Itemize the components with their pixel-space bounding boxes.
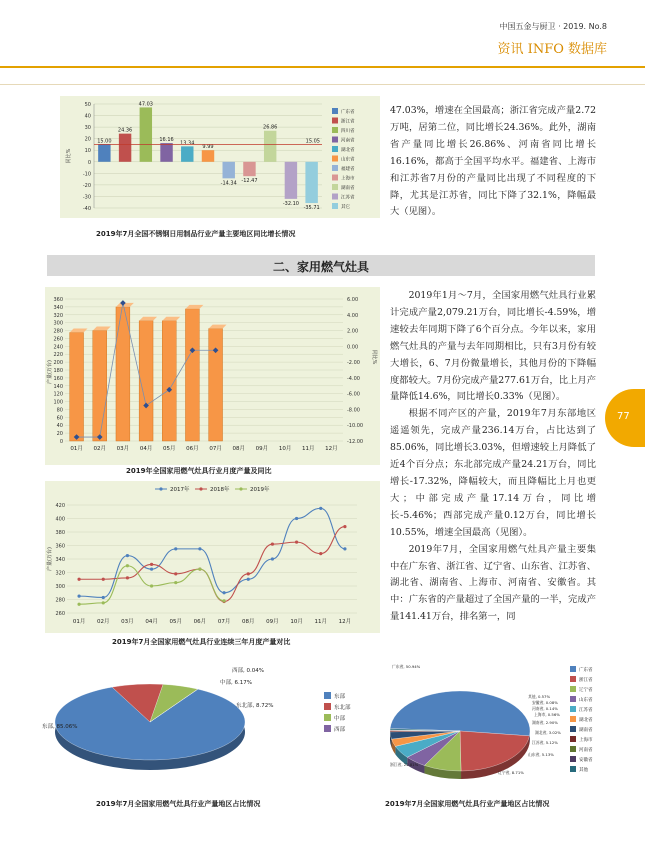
legend-swatch: [324, 714, 331, 721]
legend-label: 东部: [334, 694, 346, 700]
header-rule-thin: [0, 84, 645, 85]
y-tick-label: 320: [53, 312, 63, 319]
y-tick-label: 160: [53, 375, 63, 382]
y-tick-label: 360: [53, 297, 63, 303]
legend-label: 上海市: [579, 738, 593, 743]
y-tick-label: 20: [56, 431, 63, 438]
caption-chart5: 2019年7月全国家用燃气灶具行业产量地区占比情况: [385, 800, 550, 808]
series-marker: [271, 557, 274, 560]
slice-label: 东北部, 8.72%: [236, 703, 274, 709]
series-marker: [126, 564, 129, 567]
chart-pie-province: [372, 656, 604, 796]
y-tick-label: 320: [55, 570, 65, 577]
series-marker: [295, 541, 298, 544]
data-label: -32.10: [282, 200, 299, 207]
y-tick-label: 180: [53, 368, 63, 374]
chart-pie-region: [40, 660, 370, 788]
y-tick-label: 380: [55, 530, 65, 536]
series-marker: [102, 578, 105, 581]
slice-label: 西部, 0.04%: [232, 668, 264, 674]
y-tick-label: 260: [55, 611, 65, 617]
legend-swatch: [570, 726, 576, 732]
bar: [119, 134, 131, 162]
legend-label: 西部: [334, 727, 346, 733]
bar: [202, 150, 214, 162]
legend-label: 河南省: [579, 748, 593, 753]
series-marker: [247, 578, 250, 581]
y2-tick-label: -4.00: [347, 375, 360, 382]
x-tick-label: 10月: [278, 446, 292, 452]
section-title: 二、家用燃气灶具: [272, 260, 369, 274]
y-tick-label: 40: [84, 113, 91, 120]
section-header: [47, 255, 595, 276]
x-tick-label: 03月: [121, 619, 134, 625]
x-tick-label: 07月: [209, 446, 222, 452]
legend-swatch: [570, 706, 576, 712]
slice-label: 山东省, 5.13%: [528, 752, 554, 757]
legend-label: 湖北省: [579, 718, 593, 723]
y2-tick-label: -8.00: [347, 407, 360, 414]
data-label: -35.71: [303, 205, 320, 212]
y-tick-label: 260: [53, 336, 63, 343]
caption-chart2: 2019年全国家用燃气灶具行业月度产量及同比: [126, 467, 272, 475]
x-tick-label: 08月: [242, 619, 255, 625]
series-marker: [174, 581, 177, 584]
legend-label: 中部: [334, 716, 346, 722]
series-marker: [102, 596, 105, 599]
legend-label: 2019年: [250, 487, 270, 493]
slice-label: 上海市, 0.56%: [534, 712, 560, 717]
series-marker: [77, 578, 80, 581]
legend-label: 浙江省: [579, 678, 593, 683]
y-axis-label: 同比%: [66, 148, 72, 164]
y-tick-label: 80: [56, 407, 63, 414]
legend-swatch: [324, 725, 331, 732]
column-title: 资讯 INFO 数据库: [497, 42, 607, 57]
slice-label: 广东省, 50.94%: [392, 664, 421, 669]
legend-label: 东北部: [334, 705, 351, 711]
legend-swatch: [332, 118, 338, 124]
slice-label: 湖北省, 3.02%: [535, 730, 561, 735]
x-tick-label: 05月: [169, 619, 182, 625]
slice-label: 辽宁省, 8.71%: [498, 770, 524, 775]
slice-label: 河南省, 0.14%: [532, 706, 558, 711]
data-label: -12.47: [241, 178, 258, 185]
y-tick-label: 300: [55, 584, 65, 590]
slice-label: 江苏省, 5.12%: [532, 740, 558, 745]
legend-label: 2018年: [210, 487, 230, 493]
data-label: 26.86: [263, 124, 278, 131]
x-tick-label: 06月: [186, 446, 199, 452]
x-tick-label: 09月: [255, 446, 269, 452]
data-label: 24.36: [117, 127, 133, 134]
series-marker: [295, 517, 298, 520]
slice-label: 安徽省, 0.08%: [532, 700, 558, 705]
series-marker: [271, 543, 274, 546]
caption-chart4: 2019年7月全国家用燃气灶具行业产量地区占比情况: [96, 800, 261, 808]
bar: [181, 146, 193, 161]
legend-swatch: [324, 692, 331, 699]
y-tick-label: 280: [53, 328, 63, 335]
y2-axis-label: 同比%: [371, 349, 377, 365]
x-tick-label: 01月: [72, 619, 86, 625]
slice-label: 湖南省, 2.90%: [532, 720, 558, 725]
legend-swatch: [332, 184, 338, 190]
legend-label: 浙江省: [341, 119, 355, 125]
legend-swatch: [570, 666, 576, 672]
y2-tick-label: -6.00: [347, 391, 360, 398]
legend-marker: [159, 487, 162, 490]
bar: [305, 162, 317, 203]
legend-label: 湖北省: [341, 148, 355, 153]
chart-three-year-compare: [45, 481, 380, 633]
bar: [285, 162, 297, 199]
series-marker: [222, 591, 225, 594]
y-tick-label: 280: [55, 597, 65, 604]
y-tick-label: 140: [53, 383, 63, 390]
x-tick-label: 03月: [116, 446, 130, 452]
bar: [93, 331, 107, 441]
legend-marker: [239, 487, 242, 490]
legend-swatch: [570, 756, 576, 762]
bar: [264, 131, 276, 162]
x-tick-label: 12月: [325, 446, 338, 452]
series-marker: [77, 595, 80, 598]
y-tick-label: 400: [55, 516, 65, 523]
slice: [460, 731, 529, 771]
y-tick-label: 0: [87, 159, 91, 166]
paragraph: 2019年7月，全国家用燃气灶具产量主要集中在广东省、浙江省、辽宁省、山东省、江苏省、湖北省、湖南省、上海市、河南省、安徽省。其中：广东省的产量超过了全国产量的一半，完成产量141.41万台，排名第一，同: [390, 543, 596, 623]
legend-swatch: [570, 736, 576, 742]
slice-label: 东部, 85.06%: [42, 724, 78, 730]
series-marker: [319, 552, 322, 555]
paragraph: 2019年1月～7月，全国家用燃气灶具行业累计完成产量2,079.21万台，同比增长-4.59%，增速较去年同期下降了6个百分点。今年以来，家用燃气灶具的产量与去年同期相比，只有3月份有较大增长，6、7月份微量增长，其他月份的下降幅度都较大。7月份完成产量277.61万台，比上月产量降低14.6%，同比增长0.33%（见图）。: [390, 290, 596, 403]
data-label: 16.16: [159, 137, 174, 144]
bar: [70, 333, 84, 441]
legend-label: 福建省: [341, 167, 355, 172]
data-label: 13.34: [180, 140, 195, 147]
bar: [98, 144, 110, 161]
legend-swatch: [332, 165, 338, 171]
x-tick-label: 09月: [266, 619, 279, 625]
x-tick-label: 02月: [97, 619, 110, 625]
page-number: 77: [617, 411, 630, 422]
x-tick-label: 10月: [290, 619, 303, 625]
y-tick-label: 100: [53, 399, 63, 406]
y-tick-label: 340: [53, 304, 63, 311]
series-marker: [319, 507, 322, 510]
data-label: 15.00: [97, 138, 112, 145]
legend-label: 2017年: [170, 487, 190, 493]
series-marker: [222, 599, 225, 602]
legend-label: 广东省: [341, 110, 355, 115]
y-tick-label: 420: [55, 503, 65, 509]
legend-label: 湖南省: [341, 186, 355, 191]
legend-label: 山东省: [579, 698, 593, 703]
slice-label: 中部, 6.17%: [220, 680, 252, 686]
chart3-bg: [45, 481, 380, 633]
y-tick-label: 60: [56, 415, 63, 422]
series-marker: [247, 572, 250, 575]
y2-tick-label: 0.00: [347, 344, 359, 351]
slice-label: 浙江省, 22.81%: [390, 762, 419, 767]
bar: [116, 307, 130, 441]
legend-swatch: [332, 194, 338, 200]
y2-tick-label: -12.00: [347, 439, 364, 445]
y-tick-label: 240: [53, 344, 63, 351]
y-tick-label: 0: [59, 439, 63, 445]
legend-label: 辽宁省: [579, 688, 593, 693]
legend-swatch: [570, 746, 576, 752]
y-axis-label: 产量(万台): [47, 547, 53, 571]
legend-label: 上海市: [341, 176, 355, 182]
chart-region-growth: [60, 96, 380, 218]
text-top: [390, 103, 596, 221]
bar: [223, 162, 235, 179]
paragraph: 47.03%，增速在全国最高；浙江省完成产量2.72万吨，居第二位，同比增长24.36%。此外，湖南省产量同比增长26.86%、河南省同比增长16.16%，都高于全国平均水平。福建省、上海市和江苏省7月份的产量同比出现了不同程度的下降，尤其是江苏省，同比下降了32.1%，降幅最大（见图）。: [390, 105, 596, 218]
legend-swatch: [332, 108, 338, 114]
data-label: 9.99: [202, 144, 214, 151]
legend-swatch: [570, 676, 576, 682]
legend-label: 河南省: [341, 138, 355, 144]
y-tick-label: -30: [82, 194, 91, 201]
y2-tick-label: 4.00: [347, 312, 359, 319]
legend-label: 广东省: [579, 668, 593, 673]
y-tick-label: 200: [53, 360, 63, 367]
series-marker: [174, 572, 177, 575]
series-marker: [150, 584, 153, 587]
series-marker: [198, 547, 201, 550]
y2-tick-label: -10.00: [347, 423, 364, 430]
series-marker: [126, 554, 129, 557]
legend-swatch: [332, 137, 338, 143]
series-marker: [150, 563, 153, 566]
slice-label: 其他, 0.57%: [528, 694, 551, 699]
legend-marker: [199, 487, 202, 490]
series-marker: [343, 547, 346, 550]
bar: [243, 162, 255, 176]
paragraph: 根据不同产区的产量，2019年7月东部地区遥遥领先，完成产量236.14万台，占比达到了85.06%，同比增长3.03%，但增速较上月降低了近4个百分点；东北部完成产量24.21万台，同比增长-17.32%，降幅较大，而且降幅比上月也更大；中部完成产量17.14万台，同比增长-5.46%；西部完成产量0.12万台，同比增长10.55%，增速全国最高（见图）。: [390, 408, 596, 538]
x-tick-label: 02月: [93, 446, 106, 452]
caption-chart1: 2019年7月全国不锈钢日用制品行业产量主要地区同比增长情况: [96, 230, 296, 238]
y2-tick-label: 2.00: [347, 328, 359, 335]
legend-swatch: [570, 696, 576, 702]
legend-label: 其它: [341, 205, 350, 210]
bar: [140, 107, 152, 161]
bar: [185, 309, 199, 441]
x-tick-label: 08月: [232, 446, 245, 452]
x-tick-label: 12月: [338, 619, 352, 625]
x-tick-label: 04月: [145, 619, 158, 625]
bar: [139, 321, 153, 441]
page-tab: [605, 389, 645, 447]
y-tick-label: -20: [82, 182, 91, 189]
y-tick-label: 340: [55, 557, 65, 563]
legend-swatch: [332, 203, 338, 209]
series-marker: [126, 576, 129, 579]
x-tick-label: 11月: [302, 446, 315, 452]
x-tick-label: 04月: [139, 446, 153, 452]
legend-swatch: [324, 703, 331, 710]
legend-label: 江苏省: [341, 195, 355, 201]
x-tick-label: 01月: [70, 446, 83, 452]
average-label: 15.05: [305, 138, 320, 145]
legend-swatch: [332, 175, 338, 181]
y-tick-label: 360: [55, 543, 65, 550]
legend-label: 江苏省: [579, 708, 593, 713]
text-main: [390, 288, 596, 626]
y2-tick-label: 6.00: [347, 297, 359, 303]
legend-swatch: [570, 686, 576, 692]
series-marker: [77, 603, 80, 606]
caption-chart3: 2019年7月全国家用燃气灶具行业连续三年月度产量对比: [112, 638, 291, 646]
bar: [209, 329, 223, 441]
x-tick-label: 05月: [163, 446, 176, 452]
legend-label: 山东省: [341, 157, 355, 163]
y-axis-label: 产量(万台): [47, 360, 53, 384]
legend-label: 四川省: [341, 129, 355, 134]
y-tick-label: 220: [53, 352, 63, 359]
y-tick-label: 120: [53, 391, 63, 398]
legend-swatch: [332, 127, 338, 133]
series-marker: [343, 525, 346, 528]
data-label: -14.34: [220, 180, 237, 187]
legend-label: 安徽省: [579, 758, 593, 763]
y2-tick-label: -2.00: [347, 360, 360, 367]
y-tick-label: 300: [53, 320, 63, 327]
series-marker: [102, 601, 105, 604]
header-rule: [0, 66, 645, 68]
y-tick-label: -10: [82, 171, 91, 178]
y-tick-label: 10: [84, 148, 91, 155]
legend-label: 湖南省: [579, 728, 593, 733]
x-tick-label: 06月: [193, 619, 207, 625]
issue-label: 中国五金与厨卫 · 2019. No.8: [499, 22, 607, 31]
legend-swatch: [332, 146, 338, 152]
y-tick-label: 20: [84, 136, 91, 143]
legend-swatch: [570, 766, 576, 772]
y-tick-label: 50: [84, 102, 91, 108]
series-marker: [174, 547, 177, 550]
legend-swatch: [570, 716, 576, 722]
x-tick-label: 07月: [217, 619, 231, 625]
x-tick-label: 11月: [314, 619, 327, 625]
data-label: 47.03: [138, 101, 153, 108]
series-marker: [198, 568, 201, 571]
series-marker: [150, 568, 153, 571]
legend-label: 其他: [579, 768, 588, 773]
y-tick-label: 40: [56, 423, 63, 430]
legend-swatch: [332, 156, 338, 162]
y-tick-label: -40: [82, 206, 91, 212]
chart-monthly-production: [45, 287, 380, 465]
bar: [160, 143, 172, 162]
y-tick-label: 30: [84, 125, 91, 132]
